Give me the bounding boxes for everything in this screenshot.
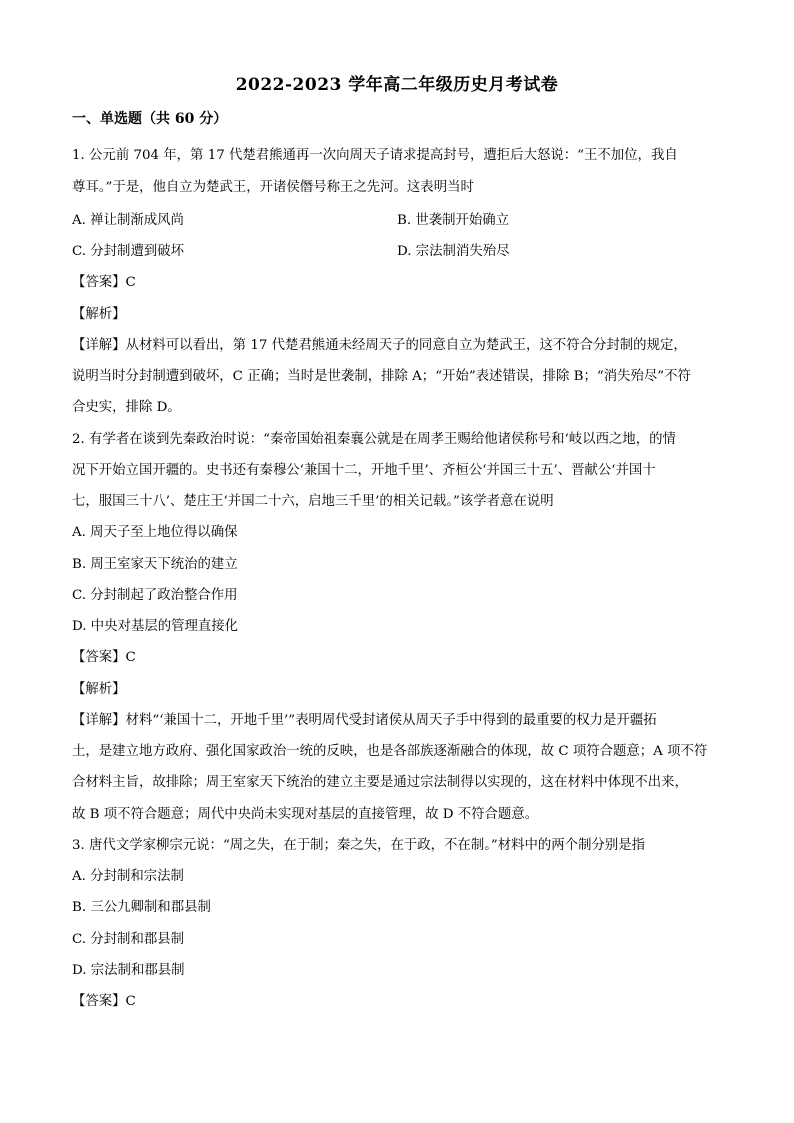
q3-stem-line-1: 3. 唐代文学家柳宗元说：“周之失，在于制；秦之失，在于政，不在制。”材料中的两个制分别是指 bbox=[72, 838, 646, 853]
q3-answer: 【答案】C bbox=[72, 994, 136, 1009]
q1-option-a: A. 禅让制渐成风尚 bbox=[72, 213, 184, 228]
q2-stem-line-3: 七，服国三十八’、楚庄王‘并国二十六，启地三千里’的相关记载。”该学者意在说明 bbox=[72, 494, 554, 509]
q2-detail-line-1: 【详解】材料“‘兼国十二，开地千里’”表明周代受封诸侯从周天子手中得到的最重要的权力是开疆拓 bbox=[72, 713, 657, 728]
q1-option-d: D. 宗法制消失殆尽 bbox=[397, 244, 510, 259]
document-title: 2022-2023 学年高二年级历史月考试卷 bbox=[235, 75, 559, 95]
q2-option-c: C. 分封制起了政治整合作用 bbox=[72, 588, 238, 603]
q3-option-d: D. 宗法制和郡县制 bbox=[72, 963, 185, 978]
section-heading: 一、单选题（共 60 分） bbox=[72, 111, 228, 127]
q2-detail-line-3: 合材料主旨，故排除；周王室家天下统治的建立主要是通过宗法制得以实现的，这在材料中体现不出来， bbox=[72, 775, 688, 790]
q2-stem-line-1: 2. 有学者在谈到先秦政治时说：“秦帝国始祖秦襄公就是在周孝王赐给他诸侯称号和‘岐以西之地，的情 bbox=[72, 432, 676, 447]
q1-detail-line-1: 【详解】从材料可以看出，第 17 代楚君熊通未经周天子的同意自立为楚武王，这不符合分封制的规定， bbox=[72, 338, 687, 353]
q2-detail-line-4: 故 B 项不符合题意；周代中央尚未实现对基层的直接管理，故 D 不符合题意。 bbox=[72, 807, 539, 822]
q1-option-b: B. 世袭制开始确立 bbox=[397, 213, 510, 228]
q3-option-b: B. 三公九卿制和郡县制 bbox=[72, 900, 211, 915]
q2-option-d: D. 中央对基层的管理直接化 bbox=[72, 619, 239, 634]
q1-detail-line-3: 合史实，排除 D。 bbox=[72, 400, 181, 415]
q2-analysis-label: 【解析】 bbox=[72, 682, 126, 697]
q2-option-b: B. 周王室家天下统治的建立 bbox=[72, 557, 238, 572]
q1-answer: 【答案】C bbox=[72, 275, 136, 290]
q2-answer: 【答案】C bbox=[72, 650, 136, 665]
q2-option-a: A. 周天子至上地位得以确保 bbox=[72, 525, 238, 540]
q1-stem-line-2: 尊耳。”于是，他自立为楚武王，开诸侯僭号称王之先河。这表明当时 bbox=[72, 180, 474, 195]
q3-option-a: A. 分封制和宗法制 bbox=[72, 869, 184, 884]
q1-stem-line-1: 1. 公元前 704 年，第 17 代楚君熊通再一次向周天子请求提高封号，遭拒后大怒说：“王不加位，我自 bbox=[72, 148, 678, 163]
q3-option-c: C. 分封制和郡县制 bbox=[72, 932, 185, 947]
q1-option-c: C. 分封制遭到破坏 bbox=[72, 244, 185, 259]
q2-stem-line-2: 况下开始立国开疆的。史书还有秦穆公‘兼国十二，开地千里’、齐桓公‘并国三十五’、晋献公‘并国十 bbox=[72, 463, 656, 478]
q2-detail-line-2: 土，是建立地方政府、强化国家政治一统的反映，也是各部族逐渐融合的体现，故 C 项符合题意；A 项不符 bbox=[72, 744, 708, 759]
q1-detail-line-2: 说明当时分封制遭到破坏，C 正确；当时是世袭制，排除 A；“开始”表述错误，排除 B；“消失殆尽”不符 bbox=[72, 369, 691, 384]
q1-analysis-label: 【解析】 bbox=[72, 307, 126, 322]
